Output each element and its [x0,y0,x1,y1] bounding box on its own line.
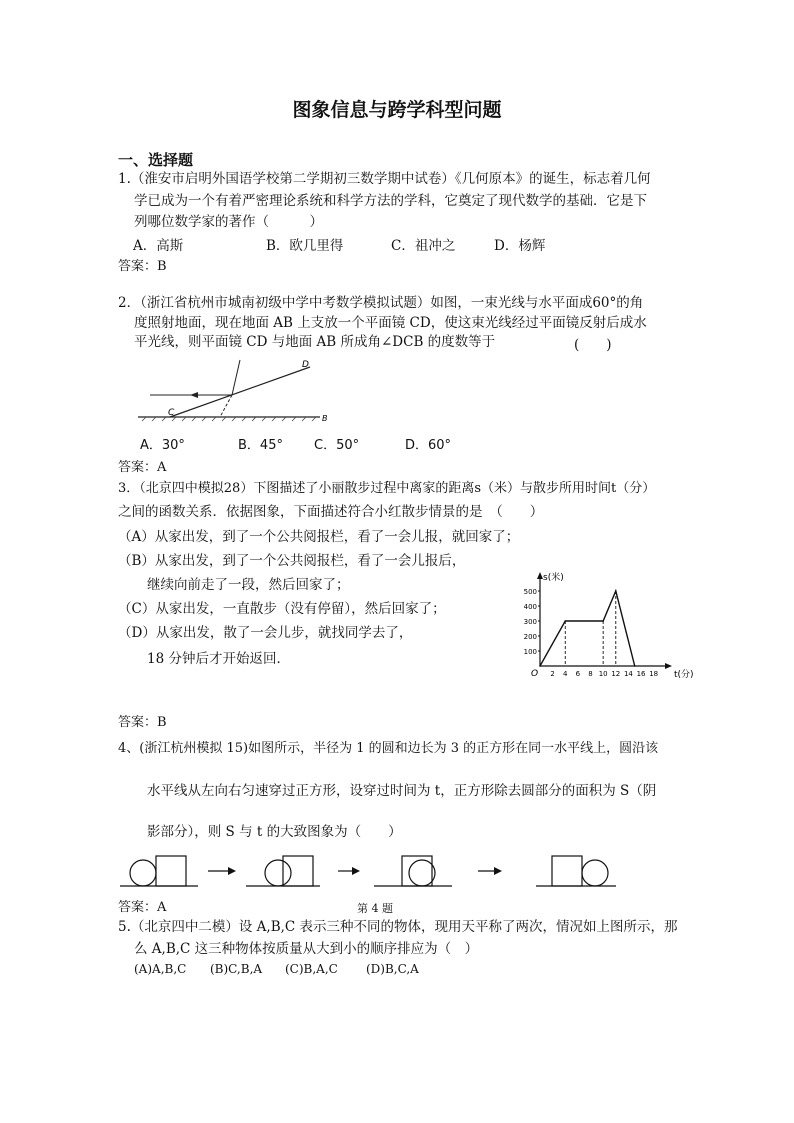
circle [130,860,156,886]
y-tick-label: 300 [523,618,537,626]
square [552,856,582,886]
chart-y-label: s(米) [543,573,564,583]
q4-circle-square-diagram [116,848,636,898]
right-arrow-icon [228,867,236,875]
data-point [602,620,604,622]
y-tick-label: 400 [523,603,537,611]
q2-line2: 度照射地面，现在地面 AB 上支放一个平面镜 CD，使这束光线经过平面镜反射后成水 [134,315,647,331]
label-d: D [302,360,309,370]
diagram-stage-4 [536,856,616,886]
x-tick-label: 4 [563,670,568,678]
data-point [634,665,636,667]
distance-series-line [540,591,635,666]
q2-line1: 2．（浙江省杭州市城南初级中学中考数学模拟试题）如图，一束光线与水平面成60°的角 [118,295,644,311]
q4-figure-caption: 第 4 题 [357,902,393,915]
reflected-ray-arrow-icon [190,392,198,398]
chart-x-label: t(分) [674,670,694,680]
q4-line1: 4、(浙江杭州模拟 15)如图所示，半径为 1 的圆和边长为 3 的正方形在同一水平线上，圆沿该 [118,741,659,756]
data-point [564,620,566,622]
x-axis-arrow-icon [665,663,672,669]
y-tick-label: 200 [523,633,537,641]
q2-option-b: B．45° [238,438,283,453]
q3-line1: 3．（北京四中模拟28）下图描述了小丽散步过程中离家的距离s（米）与散步所用时间t（分） [118,481,656,496]
mirror-cd [170,367,310,417]
q2-option-a: A．30° [140,438,185,453]
q4-line3: 影部分），则 S 与 t 的大致图象为（ ） [147,824,402,840]
square [156,856,186,886]
q5-option-c: (C)B,A,C [285,962,338,976]
page-title: 图象信息与跨学科型问题 [292,99,502,121]
x-tick-label: 12 [611,670,621,678]
circle [582,860,608,886]
q1-line1: 1.（淮安市启明外国语学校第二学期初三数学期中试卷）《几何原本》的诞生，标志着几何 [118,171,651,187]
transition-arrow-3 [478,867,502,875]
q5-line1: 5.（北京四中二模）设 A,B,C 表示三种不同的物体，现用天平称了两次，情况如上图所示，那 [118,919,678,935]
q5-option-a: (A)A,B,C [134,962,187,976]
transition-arrow-2 [338,867,360,875]
q1-line2: 学已成为一个有着严密理论系统和科学方法的学科，它奠定了现代数学的基础．它是下 [134,193,647,209]
x-tick-label: 14 [623,670,633,678]
x-tick-label: 10 [598,670,608,678]
right-arrow-icon [352,867,360,875]
circle [265,860,291,886]
q3-option-b-line2: 继续向前走了一段，然后回家了； [147,577,350,593]
transition-arrow-1 [208,867,236,875]
x-tick-label: 2 [550,670,555,678]
q1-option-a: A．高斯 [133,238,184,254]
q1-answer: 答案：B [118,259,167,274]
q5-option-b: (B)C,B,A [210,962,263,976]
q3-option-b-line1: （B）从家出发，到了一个公共阅报栏，看了一会儿报后， [118,553,466,569]
q3-option-c: （C）从家出发，一直散步（没有停留），然后回家了； [118,601,446,617]
section-heading: 一、选择题 [118,151,194,169]
q1-option-b: B．欧几里得 [266,238,344,254]
q2-answer: 答案：A [118,460,167,475]
incident-ray [232,360,240,395]
diagram-stage-3 [374,856,452,886]
x-tick-label: 6 [575,670,581,678]
q5-line2: 么 A,B,C 这三种物体按质量从大到小的顺序排应为（ ） [134,941,479,957]
label-c: C [168,408,175,418]
q3-line2: 之间的函数关系．依据图象，下面描述符合小红散步情景的是 （ ） [118,504,544,520]
q3-answer: 答案：B [118,715,167,730]
y-tick-label: 100 [523,648,537,656]
q3-option-a: （A）从家出发，到了一个公共阅报栏，看了一会儿报，就回家了； [118,529,520,545]
q3-option-d-line1: （D）从家出发，散了一会儿步，就找同学去了， [118,625,413,641]
x-tick-label: 16 [636,670,646,678]
q1-option-d: D．杨辉 [494,238,546,254]
chart-origin-label: O [531,669,539,679]
q4-answer: 答案：A [118,900,167,915]
q3-distance-time-chart [514,572,694,682]
label-b: B [322,414,328,423]
data-point [539,665,541,667]
x-tick-label: 18 [649,670,659,678]
q2-mirror-diagram [130,355,330,425]
q2-answer-paren: ( ) [574,337,612,353]
right-arrow-icon [494,867,502,875]
x-tick-label: 8 [588,670,593,678]
q3-option-d-line2: 18 分钟后才开始返回． [147,651,290,667]
circle [409,860,435,886]
q1-line3: 列哪位数学家的著作（ ） [134,214,323,230]
y-tick-label: 500 [523,588,537,596]
diagram-stage-1 [120,856,198,886]
q1-option-c: C．祖冲之 [391,238,456,254]
q2-option-d: D．60° [405,438,452,453]
q5-option-d: (D)B,C,A [366,962,419,976]
data-point [615,590,617,592]
q2-line3: 平光线，则平面镜 CD 与地面 AB 所成角∠DCB 的度数等于 [134,334,496,350]
diagram-stage-2 [246,856,320,886]
q2-option-c: C．50° [314,438,360,453]
q4-line2: 水平线从左向右匀速穿过正方形，设穿过时间为 t，正方形除去圆部分的面积为 S（阴 [147,783,657,799]
